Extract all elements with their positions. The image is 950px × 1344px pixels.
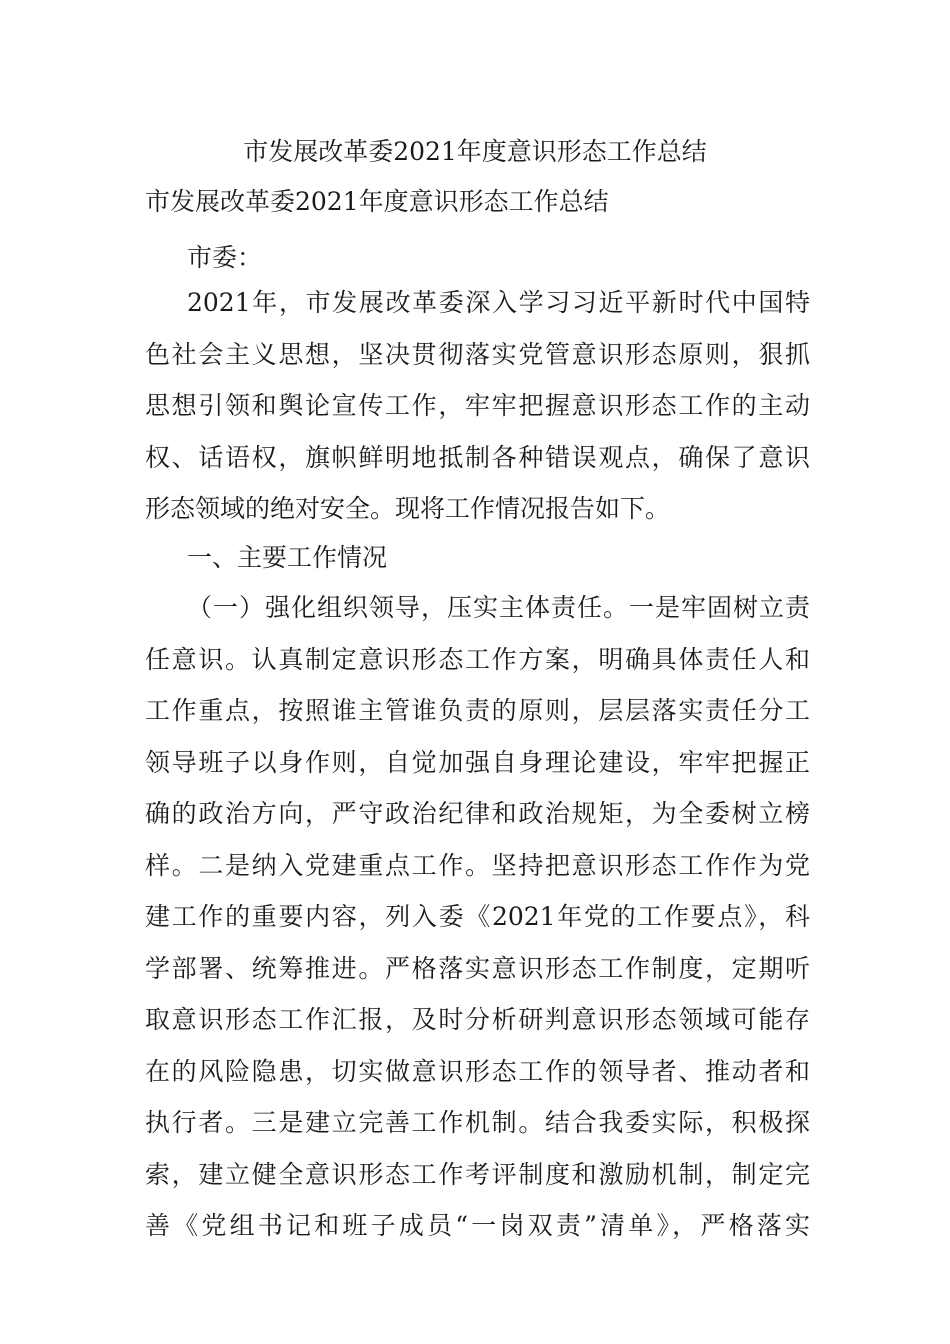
paragraph-line: 任意识。认真制定意识形态工作方案，明确具体责任人和 [145,644,810,674]
paragraph-line: 色社会主义思想，坚决贯彻落实党管意识形态原则，狠抓 [145,339,810,369]
paragraph-line: 权、话语权，旗帜鲜明地抵制各种错误观点，确保了意识 [145,442,810,472]
paragraph-line: 建工作的重要内容，列入委《2021年党的工作要点》，科 [145,902,810,931]
paragraph-line: 形态领域的绝对安全。现将工作情况报告如下。 [145,494,671,523]
paragraph-line: 确的政治方向，严守政治纪律和政治规矩，为全委树立榜 [145,799,810,828]
paragraph-line: 取意识形态工作汇报，及时分析研判意识形态领域可能存 [145,1005,810,1034]
paragraph-line: 工作重点，按照谁主管谁负责的原则，层层落实责任分工 [145,696,810,725]
salutation: 市委： [187,243,263,272]
paragraph-line: 善《党组书记和班子成员“一岗双责”清单》，严格落实 [145,1211,810,1240]
paragraph-line: （一）强化组织领导，压实主体责任。一是牢固树立责 [187,593,810,622]
paragraph-section-1 [145,582,810,1252]
paragraph-line: 2021年，市发展改革委深入学习习近平新时代中国特 [187,288,810,317]
paragraph-intro [145,277,810,535]
paragraph-line: 样。二是纳入党建重点工作。坚持把意识形态工作作为党 [145,850,810,880]
paragraph-line: 在的风险隐患，切实做意识形态工作的领导者、推动者和 [145,1056,810,1086]
paragraph-line: 执行者。三是建立完善工作机制。结合我委实际，积极探 [145,1108,810,1137]
paragraph-line: 思想引领和舆论宣传工作，牢牢把握意识形态工作的主动 [145,391,810,420]
document-subtitle: 市发展改革委2021年度意识形态工作总结 [145,187,609,216]
paragraph-line: 索，建立健全意识形态工作考评制度和激励机制，制定完 [145,1159,810,1189]
section-heading: 一、主要工作情况 [187,543,388,572]
document-title: 市发展改革委2021年度意识形态工作总结 [243,137,707,166]
paragraph-line: 领导班子以身作则，自觉加强自身理论建设，牢牢把握正 [145,747,810,777]
paragraph-line: 学部署、统筹推进。严格落实意识形态工作制度，定期听 [145,953,810,983]
